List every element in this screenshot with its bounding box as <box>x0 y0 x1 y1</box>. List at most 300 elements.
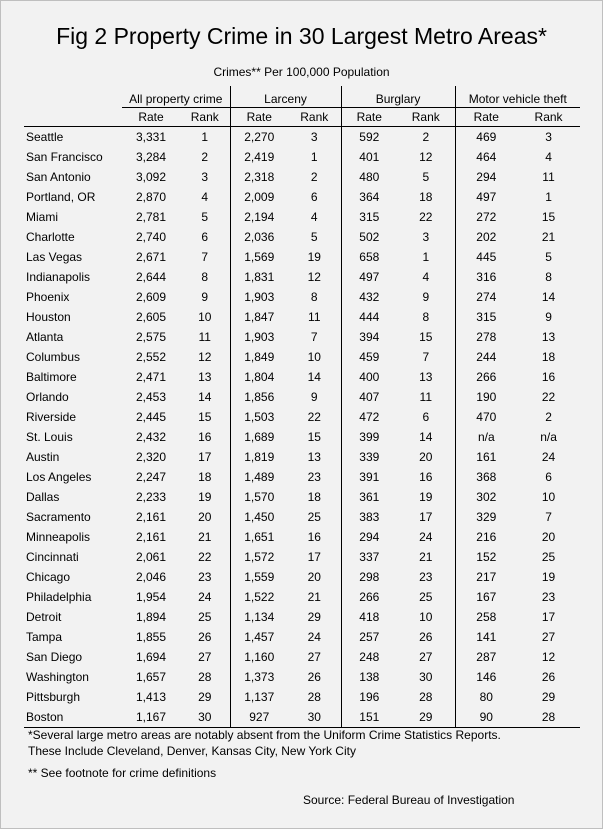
rate-cell: 2,781 <box>135 210 167 224</box>
rate-cell: 272 <box>455 207 517 227</box>
rank-cell: 29 <box>541 690 556 704</box>
rate-cell: 1,572 <box>230 547 288 567</box>
rank-cell: 6 <box>545 470 552 484</box>
group-header: Burglary <box>341 86 455 108</box>
table-row <box>24 387 580 407</box>
rate-cell: 2,161 <box>135 530 167 544</box>
rate-cell: 202 <box>455 227 517 247</box>
rank-cell: 28 <box>419 690 433 704</box>
rank-cell: 6 <box>201 230 209 244</box>
rank-cell: 12 <box>307 270 321 284</box>
rate-cell: 2,870 <box>135 190 167 204</box>
rank-cell: 10 <box>419 610 433 624</box>
figure-title: Fig 2 Property Crime in 30 Largest Metro Areas* <box>56 23 547 49</box>
rank-cell: 21 <box>307 590 321 604</box>
city-cell: Riverside <box>26 410 77 424</box>
rank-cell: 21 <box>541 230 556 244</box>
rank-cell: 23 <box>419 570 433 584</box>
rate-cell: 497 <box>341 267 397 287</box>
rate-cell: 302 <box>455 487 517 507</box>
rank-cell: 26 <box>541 670 556 684</box>
rate-cell: 161 <box>455 447 517 467</box>
rank-header: Rank <box>288 108 341 127</box>
city-cell: Detroit <box>26 610 62 624</box>
table-row <box>24 667 580 687</box>
rate-cell: 2,740 <box>135 230 167 244</box>
rate-cell: 2,320 <box>135 450 167 464</box>
rank-cell: 20 <box>419 450 433 464</box>
rank-cell: 11 <box>542 170 555 184</box>
city-cell: Indianapolis <box>26 270 91 284</box>
table-body <box>24 127 580 728</box>
rate-cell: 3,331 <box>135 130 167 144</box>
rate-cell: 2,671 <box>135 250 167 264</box>
rank-cell: 30 <box>288 707 341 728</box>
rank-cell: 30 <box>180 707 230 728</box>
rate-cell: 399 <box>341 427 397 447</box>
table-row <box>24 587 580 607</box>
sub-header-row <box>24 108 580 127</box>
rank-cell: 15 <box>541 210 556 224</box>
rate-cell: 2,061 <box>135 550 167 564</box>
table-row <box>24 527 580 547</box>
rank-cell: 24 <box>541 450 556 464</box>
rate-cell: 257 <box>341 627 397 647</box>
rank-cell: 27 <box>541 630 556 644</box>
rank-cell: 4 <box>201 190 209 204</box>
rank-cell: 2 <box>422 130 430 144</box>
rate-cell: 2,471 <box>135 370 167 384</box>
city-cell: Minneapolis <box>26 530 91 544</box>
rate-cell: 432 <box>341 287 397 307</box>
rank-cell: 6 <box>310 190 318 204</box>
rate-cell: 927 <box>230 707 288 728</box>
rank-cell: 17 <box>419 510 433 524</box>
rank-cell: 22 <box>198 550 212 564</box>
rate-cell: 368 <box>455 467 517 487</box>
rank-cell: 25 <box>419 590 433 604</box>
rank-cell: 3 <box>310 130 318 144</box>
rank-cell: 12 <box>419 150 433 164</box>
rank-header: Rank <box>517 108 580 127</box>
rate-cell: 2,609 <box>135 290 167 304</box>
rank-cell: 4 <box>545 150 552 164</box>
rate-cell: 361 <box>341 487 397 507</box>
table-row <box>24 307 580 327</box>
rank-cell: 16 <box>198 430 212 444</box>
group-header: All property crime <box>122 86 230 108</box>
rate-cell: 502 <box>341 227 397 247</box>
rate-cell: 394 <box>341 327 397 347</box>
rank-header: Rank <box>180 108 230 127</box>
rank-cell: 2 <box>545 410 552 424</box>
rank-cell: 5 <box>201 210 209 224</box>
rate-cell: 1,503 <box>230 407 288 427</box>
rate-cell: 190 <box>455 387 517 407</box>
rate-cell: 464 <box>455 147 517 167</box>
rate-cell: 445 <box>455 247 517 267</box>
rank-cell: 14 <box>307 370 321 384</box>
rank-cell: 3 <box>545 130 552 144</box>
rank-cell: 7 <box>310 330 318 344</box>
rate-cell: 244 <box>455 347 517 367</box>
rate-cell: 266 <box>341 587 397 607</box>
rate-cell: 2,161 <box>135 510 167 524</box>
group-header: Larceny <box>230 86 341 108</box>
rate-cell: 2,432 <box>135 430 167 444</box>
city-cell: San Diego <box>26 650 83 664</box>
rate-cell: 1,694 <box>135 650 167 664</box>
rate-cell: 1,137 <box>230 687 288 707</box>
footnote-absent-list: These Include Cleveland, Denver, Kansas City, New York City <box>28 744 356 758</box>
rank-cell: 29 <box>198 690 212 704</box>
rate-cell: 196 <box>341 687 397 707</box>
rank-cell: 26 <box>198 630 212 644</box>
rate-cell: 400 <box>341 367 397 387</box>
rank-cell: 17 <box>307 550 321 564</box>
group-header-row <box>24 86 580 108</box>
table-row <box>24 287 580 307</box>
rate-cell: 146 <box>455 667 517 687</box>
table-row <box>24 447 580 467</box>
rate-cell: 138 <box>341 667 397 687</box>
city-cell: Dallas <box>26 490 60 504</box>
rate-cell: 90 <box>455 707 517 728</box>
rank-cell: 3 <box>422 230 430 244</box>
rank-cell: 7 <box>545 510 552 524</box>
table-row <box>24 687 580 707</box>
rank-cell: 8 <box>310 290 318 304</box>
rate-cell: 329 <box>455 507 517 527</box>
city-cell: Orlando <box>26 390 69 404</box>
city-cell: Chicago <box>26 570 71 584</box>
rate-cell: 1,413 <box>135 690 167 704</box>
rate-cell: 2,270 <box>230 127 288 148</box>
rate-cell: 1,657 <box>135 670 167 684</box>
rank-cell: 15 <box>198 410 212 424</box>
rate-cell: 2,194 <box>230 207 288 227</box>
city-cell: Miami <box>26 210 58 224</box>
rate-cell: 472 <box>341 407 397 427</box>
rank-cell: 3 <box>201 170 209 184</box>
rank-cell: 29 <box>397 707 455 728</box>
city-cell: Philadelphia <box>26 590 92 604</box>
rate-cell: 1,855 <box>135 630 167 644</box>
city-cell: Cincinnati <box>26 550 79 564</box>
rate-cell: 278 <box>455 327 517 347</box>
rank-cell: 14 <box>419 430 433 444</box>
rank-header: Rank <box>397 108 455 127</box>
rank-cell: 21 <box>198 530 212 544</box>
rate-cell: 497 <box>455 187 517 207</box>
footnote-absent-metros: *Several large metro areas are notably absent from the Uniform Crime Statistics Reports. <box>28 728 501 742</box>
rate-cell: 337 <box>341 547 397 567</box>
figure-subtitle: Crimes** Per 100,000 Population <box>213 65 390 79</box>
city-cell: Houston <box>26 310 71 324</box>
table-row <box>24 567 580 587</box>
rank-cell: 9 <box>422 290 430 304</box>
rate-cell: 1,569 <box>230 247 288 267</box>
rate-cell: 2,644 <box>135 270 167 284</box>
rank-cell: 8 <box>545 270 552 284</box>
city-cell: Seattle <box>26 130 64 144</box>
rank-cell: 13 <box>419 370 433 384</box>
rate-cell: 1,894 <box>135 610 167 624</box>
city-cell: Tampa <box>26 630 63 644</box>
city-cell: Las Vegas <box>26 250 83 264</box>
rate-cell: 383 <box>341 507 397 527</box>
rank-cell: 27 <box>419 650 433 664</box>
rate-cell: 315 <box>341 207 397 227</box>
rate-cell: 2,575 <box>135 330 167 344</box>
rank-cell: 9 <box>310 390 318 404</box>
rate-cell: 658 <box>341 247 397 267</box>
table-row <box>24 647 580 667</box>
rank-cell: 28 <box>517 707 580 728</box>
city-cell: Los Angeles <box>26 470 92 484</box>
rate-cell: 1,689 <box>230 427 288 447</box>
rate-cell: 1,489 <box>230 467 288 487</box>
rank-cell: 1 <box>422 250 430 264</box>
rank-cell: 18 <box>198 470 212 484</box>
rank-cell: 15 <box>307 430 321 444</box>
city-cell: Phoenix <box>26 290 70 304</box>
rank-cell: 25 <box>307 510 321 524</box>
rank-cell: 10 <box>541 490 556 504</box>
rank-cell: 6 <box>422 410 430 424</box>
rate-cell: 294 <box>341 527 397 547</box>
table-row <box>24 607 580 627</box>
rank-cell: 18 <box>419 190 433 204</box>
rate-cell: 1,831 <box>230 267 288 287</box>
rate-cell: 2,605 <box>135 310 167 324</box>
city-cell: Sacramento <box>26 510 91 524</box>
rank-cell: 26 <box>307 670 321 684</box>
city-cell: Baltimore <box>26 370 77 384</box>
rate-cell: 459 <box>341 347 397 367</box>
rank-cell: 21 <box>419 550 433 564</box>
rank-cell: 9 <box>545 310 552 324</box>
rank-cell: 8 <box>201 270 209 284</box>
rate-header: Rate <box>122 108 180 127</box>
table-row <box>24 487 580 507</box>
rank-cell: 13 <box>541 330 556 344</box>
rate-cell: 1,167 <box>122 707 180 728</box>
rate-cell: 287 <box>455 647 517 667</box>
table-row <box>24 507 580 527</box>
rank-cell: 18 <box>541 350 556 364</box>
rank-cell: 16 <box>307 530 321 544</box>
rate-cell: 258 <box>455 607 517 627</box>
city-cell: Austin <box>26 450 60 464</box>
table-row <box>24 187 580 207</box>
table-row <box>24 367 580 387</box>
rate-cell: 1,570 <box>230 487 288 507</box>
rate-header: Rate <box>455 108 517 127</box>
rate-cell: 216 <box>455 527 517 547</box>
rate-cell: 266 <box>455 367 517 387</box>
rate-cell: 2,046 <box>135 570 167 584</box>
rate-cell: 315 <box>455 307 517 327</box>
table-row <box>24 167 580 187</box>
rank-cell: 24 <box>198 590 212 604</box>
city-cell: Washington <box>26 670 89 684</box>
footnote-definitions: ** See footnote for crime definitions <box>28 766 217 780</box>
rate-cell: 3,284 <box>135 150 167 164</box>
rank-cell: 16 <box>419 470 433 484</box>
rank-cell: 25 <box>541 550 556 564</box>
rate-cell: 1,819 <box>230 447 288 467</box>
rank-cell: 29 <box>307 610 321 624</box>
rank-cell: 2 <box>310 170 318 184</box>
rank-cell: 20 <box>541 530 556 544</box>
rank-cell: 30 <box>419 670 433 684</box>
city-cell: St. Louis <box>26 430 73 444</box>
rank-cell: 17 <box>541 610 556 624</box>
rank-cell: 4 <box>422 270 430 284</box>
rank-cell: 19 <box>198 490 212 504</box>
rank-cell: 22 <box>307 410 321 424</box>
city-subheader <box>24 108 122 127</box>
rate-cell: 141 <box>455 627 517 647</box>
rate-header: Rate <box>341 108 397 127</box>
city-header <box>24 86 122 108</box>
rank-cell: 19 <box>419 490 433 504</box>
rate-cell: 469 <box>455 127 517 148</box>
rank-cell: 27 <box>198 650 212 664</box>
rank-cell: 14 <box>198 390 212 404</box>
rank-cell: 8 <box>422 310 430 324</box>
group-header: Motor vehicle theft <box>455 86 580 108</box>
rate-cell: 1,903 <box>230 327 288 347</box>
rate-cell: 364 <box>341 187 397 207</box>
rank-cell: 28 <box>198 670 212 684</box>
rate-cell: 298 <box>341 567 397 587</box>
rank-cell: 5 <box>545 250 552 264</box>
rate-cell: 1,847 <box>230 307 288 327</box>
city-cell: San Francisco <box>26 150 103 164</box>
rate-cell: 407 <box>341 387 397 407</box>
rank-cell: 1 <box>201 130 209 144</box>
rate-cell: 1,559 <box>230 567 288 587</box>
rank-cell: 22 <box>541 390 556 404</box>
rank-cell: 11 <box>308 310 321 324</box>
rate-header: Rate <box>230 108 288 127</box>
rank-cell: 16 <box>541 370 556 384</box>
rank-cell: 11 <box>419 390 433 404</box>
rate-cell: 2,419 <box>230 147 288 167</box>
city-cell: Columbus <box>26 350 81 364</box>
table-row <box>24 247 580 267</box>
crime-table <box>24 86 580 728</box>
city-cell: Atlanta <box>26 330 64 344</box>
rate-cell: 444 <box>341 307 397 327</box>
rate-cell: 2,453 <box>135 390 167 404</box>
rate-cell: 1,849 <box>230 347 288 367</box>
table-row <box>24 407 580 427</box>
rank-cell: 22 <box>419 210 433 224</box>
rate-cell: 152 <box>455 547 517 567</box>
rate-cell: 167 <box>455 587 517 607</box>
rank-cell: 25 <box>198 610 212 624</box>
rate-cell: 3,092 <box>135 170 167 184</box>
rank-cell: 18 <box>307 490 321 504</box>
rate-cell: 2,247 <box>135 470 167 484</box>
city-cell: San Antonio <box>26 170 91 184</box>
rate-cell: 151 <box>341 707 397 728</box>
rate-cell: 1,903 <box>230 287 288 307</box>
rate-cell: 1,856 <box>230 387 288 407</box>
table-row <box>24 327 580 347</box>
table-row <box>24 207 580 227</box>
rank-cell: 23 <box>541 590 556 604</box>
rate-cell: 1,450 <box>230 507 288 527</box>
table-row <box>24 547 580 567</box>
rate-cell: 2,552 <box>135 350 167 364</box>
rank-cell: 26 <box>419 630 433 644</box>
rate-cell: 339 <box>341 447 397 467</box>
rate-cell: 1,522 <box>230 587 288 607</box>
rank-cell: 20 <box>198 510 212 524</box>
rank-cell: 23 <box>307 470 321 484</box>
table-row <box>24 147 580 167</box>
rate-cell: 470 <box>455 407 517 427</box>
rank-cell: 27 <box>307 650 321 664</box>
rank-cell: 2 <box>201 150 209 164</box>
rate-cell: 1,373 <box>230 667 288 687</box>
rank-cell: 23 <box>198 570 212 584</box>
rate-cell: 217 <box>455 567 517 587</box>
rate-cell: 391 <box>341 467 397 487</box>
source-note: Source: Federal Bureau of Investigation <box>303 793 515 807</box>
rate-cell: n/a <box>455 427 517 447</box>
city-cell: Pittsburgh <box>26 690 81 704</box>
rate-cell: 2,445 <box>135 410 167 424</box>
rate-cell: 480 <box>341 167 397 187</box>
rate-cell: 316 <box>455 267 517 287</box>
rank-cell: 24 <box>307 630 321 644</box>
rank-cell: 12 <box>198 350 212 364</box>
rank-cell: 5 <box>422 170 430 184</box>
rank-cell: 1 <box>545 190 552 204</box>
rank-cell: 14 <box>541 290 556 304</box>
rate-cell: 1,954 <box>135 590 167 604</box>
rate-cell: 2,318 <box>230 167 288 187</box>
rank-cell: 4 <box>310 210 318 224</box>
table-row <box>24 267 580 287</box>
rank-cell: 20 <box>307 570 321 584</box>
table-row <box>24 347 580 367</box>
rate-cell: 248 <box>341 647 397 667</box>
rank-cell: n/a <box>540 430 557 444</box>
rate-cell: 1,804 <box>230 367 288 387</box>
rank-cell: 11 <box>198 330 211 344</box>
rate-cell: 1,160 <box>230 647 288 667</box>
rank-cell: 7 <box>422 350 430 364</box>
rank-cell: 9 <box>201 290 209 304</box>
rate-cell: 1,134 <box>230 607 288 627</box>
rate-cell: 418 <box>341 607 397 627</box>
rate-cell: 592 <box>341 127 397 148</box>
city-cell: Boston <box>24 707 122 728</box>
table-row <box>24 707 580 728</box>
rank-cell: 15 <box>419 330 433 344</box>
rank-cell: 28 <box>307 690 321 704</box>
city-cell: Portland, OR <box>26 190 96 204</box>
rank-cell: 10 <box>198 310 212 324</box>
table-row <box>24 627 580 647</box>
rate-cell: 2,009 <box>230 187 288 207</box>
